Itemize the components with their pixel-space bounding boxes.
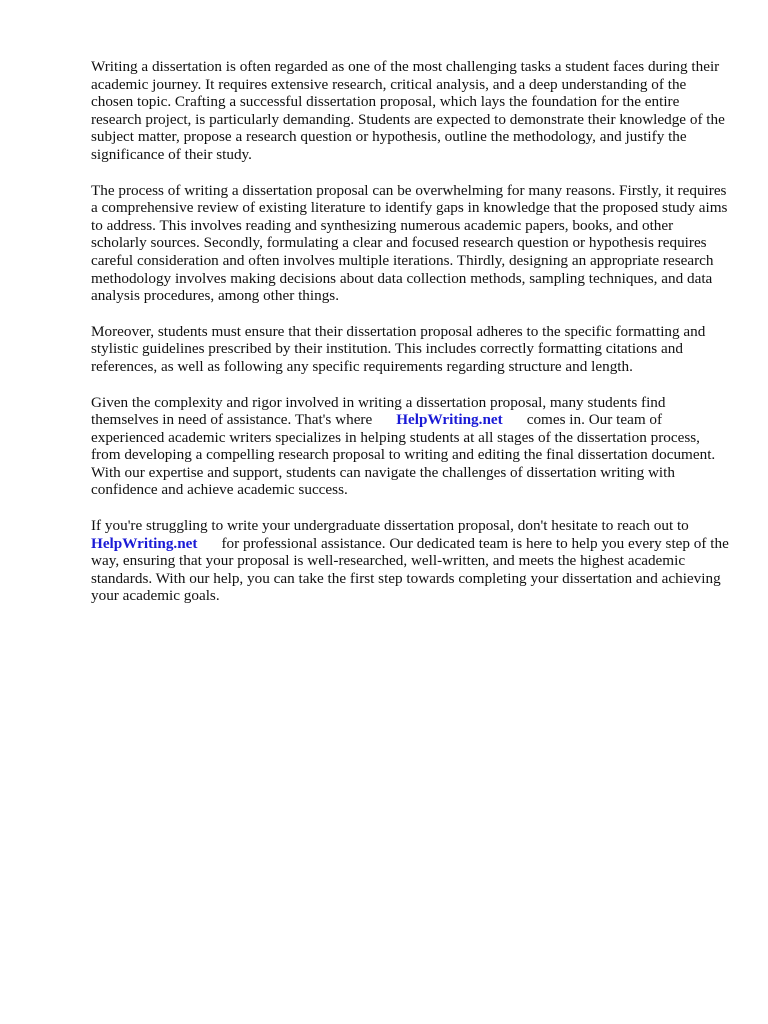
document-body xyxy=(91,58,731,623)
paragraph-intro: Writing a dissertation is often regarded as one of the most challenging tasks a student faces during their academic journey. It requires extensive research, critical analysis, and a deep understanding of the chosen topic. Crafting a successful dissertation proposal, which lays the foundation for the entire research project, is particularly demanding. Students are expected to demonstrate their knowledge of the subject matter, propose a research question or hypothesis, outline the methodology, and justify the significance of their study. xyxy=(91,58,725,163)
paragraph-cta-text-after: for professional assistance. Our dedicated team is here to help you every step of the way, ensuring that your proposal is well-researched, well-written, and meets the highest academic standards. With our help, you can take the first step towards completing your dissertation and achieving your academic goals. xyxy=(91,534,729,605)
paragraph-formatting: Moreover, students must ensure that their dissertation proposal adheres to the specific formatting and stylistic guidelines prescribed by their institution. This includes correctly formatting citations and references, as well as following any specific requirements regarding structure and length. xyxy=(91,322,706,375)
paragraph-call-to-action xyxy=(91,517,731,605)
paragraph-process: The process of writing a dissertation proposal can be overwhelming for many reasons. Firstly, it requires a comprehensive review of existing literature to identify gaps in knowledge that the proposed study aims to address. This involves reading and synthesizing numerous academic papers, books, and other scholarly sources. Secondly, formulating a clear and focused research question or hypothesis requires careful consideration and often involves multiple iterations. Thirdly, designing an appropriate research methodology involves making decisions about data collection methods, sampling techniques, and data analysis procedures, among other things. xyxy=(91,181,728,305)
paragraph-assistance xyxy=(91,394,731,500)
paragraph-cta-text-before: If you're struggling to write your undergraduate dissertation proposal, don't hesitate to reach out to xyxy=(91,517,689,535)
helpwriting-link[interactable]: HelpWriting.net xyxy=(396,411,503,429)
paragraph-assistance-text-after: comes in. Our team of experienced academic writers specializes in helping students at all stages of the dissertation process, from developing a compelling research proposal to writing and editing the final dissertation document. With our expertise and support, students can navigate the challenges of dissertation writing with confidence and achieve academic success. xyxy=(91,411,716,499)
helpwriting-link-cta[interactable]: HelpWriting.net xyxy=(91,534,198,552)
paragraph-assistance-text-before: Given the complexity and rigor involved in writing a dissertation proposal, many students find themselves in need of assistance. That's where xyxy=(91,393,666,429)
